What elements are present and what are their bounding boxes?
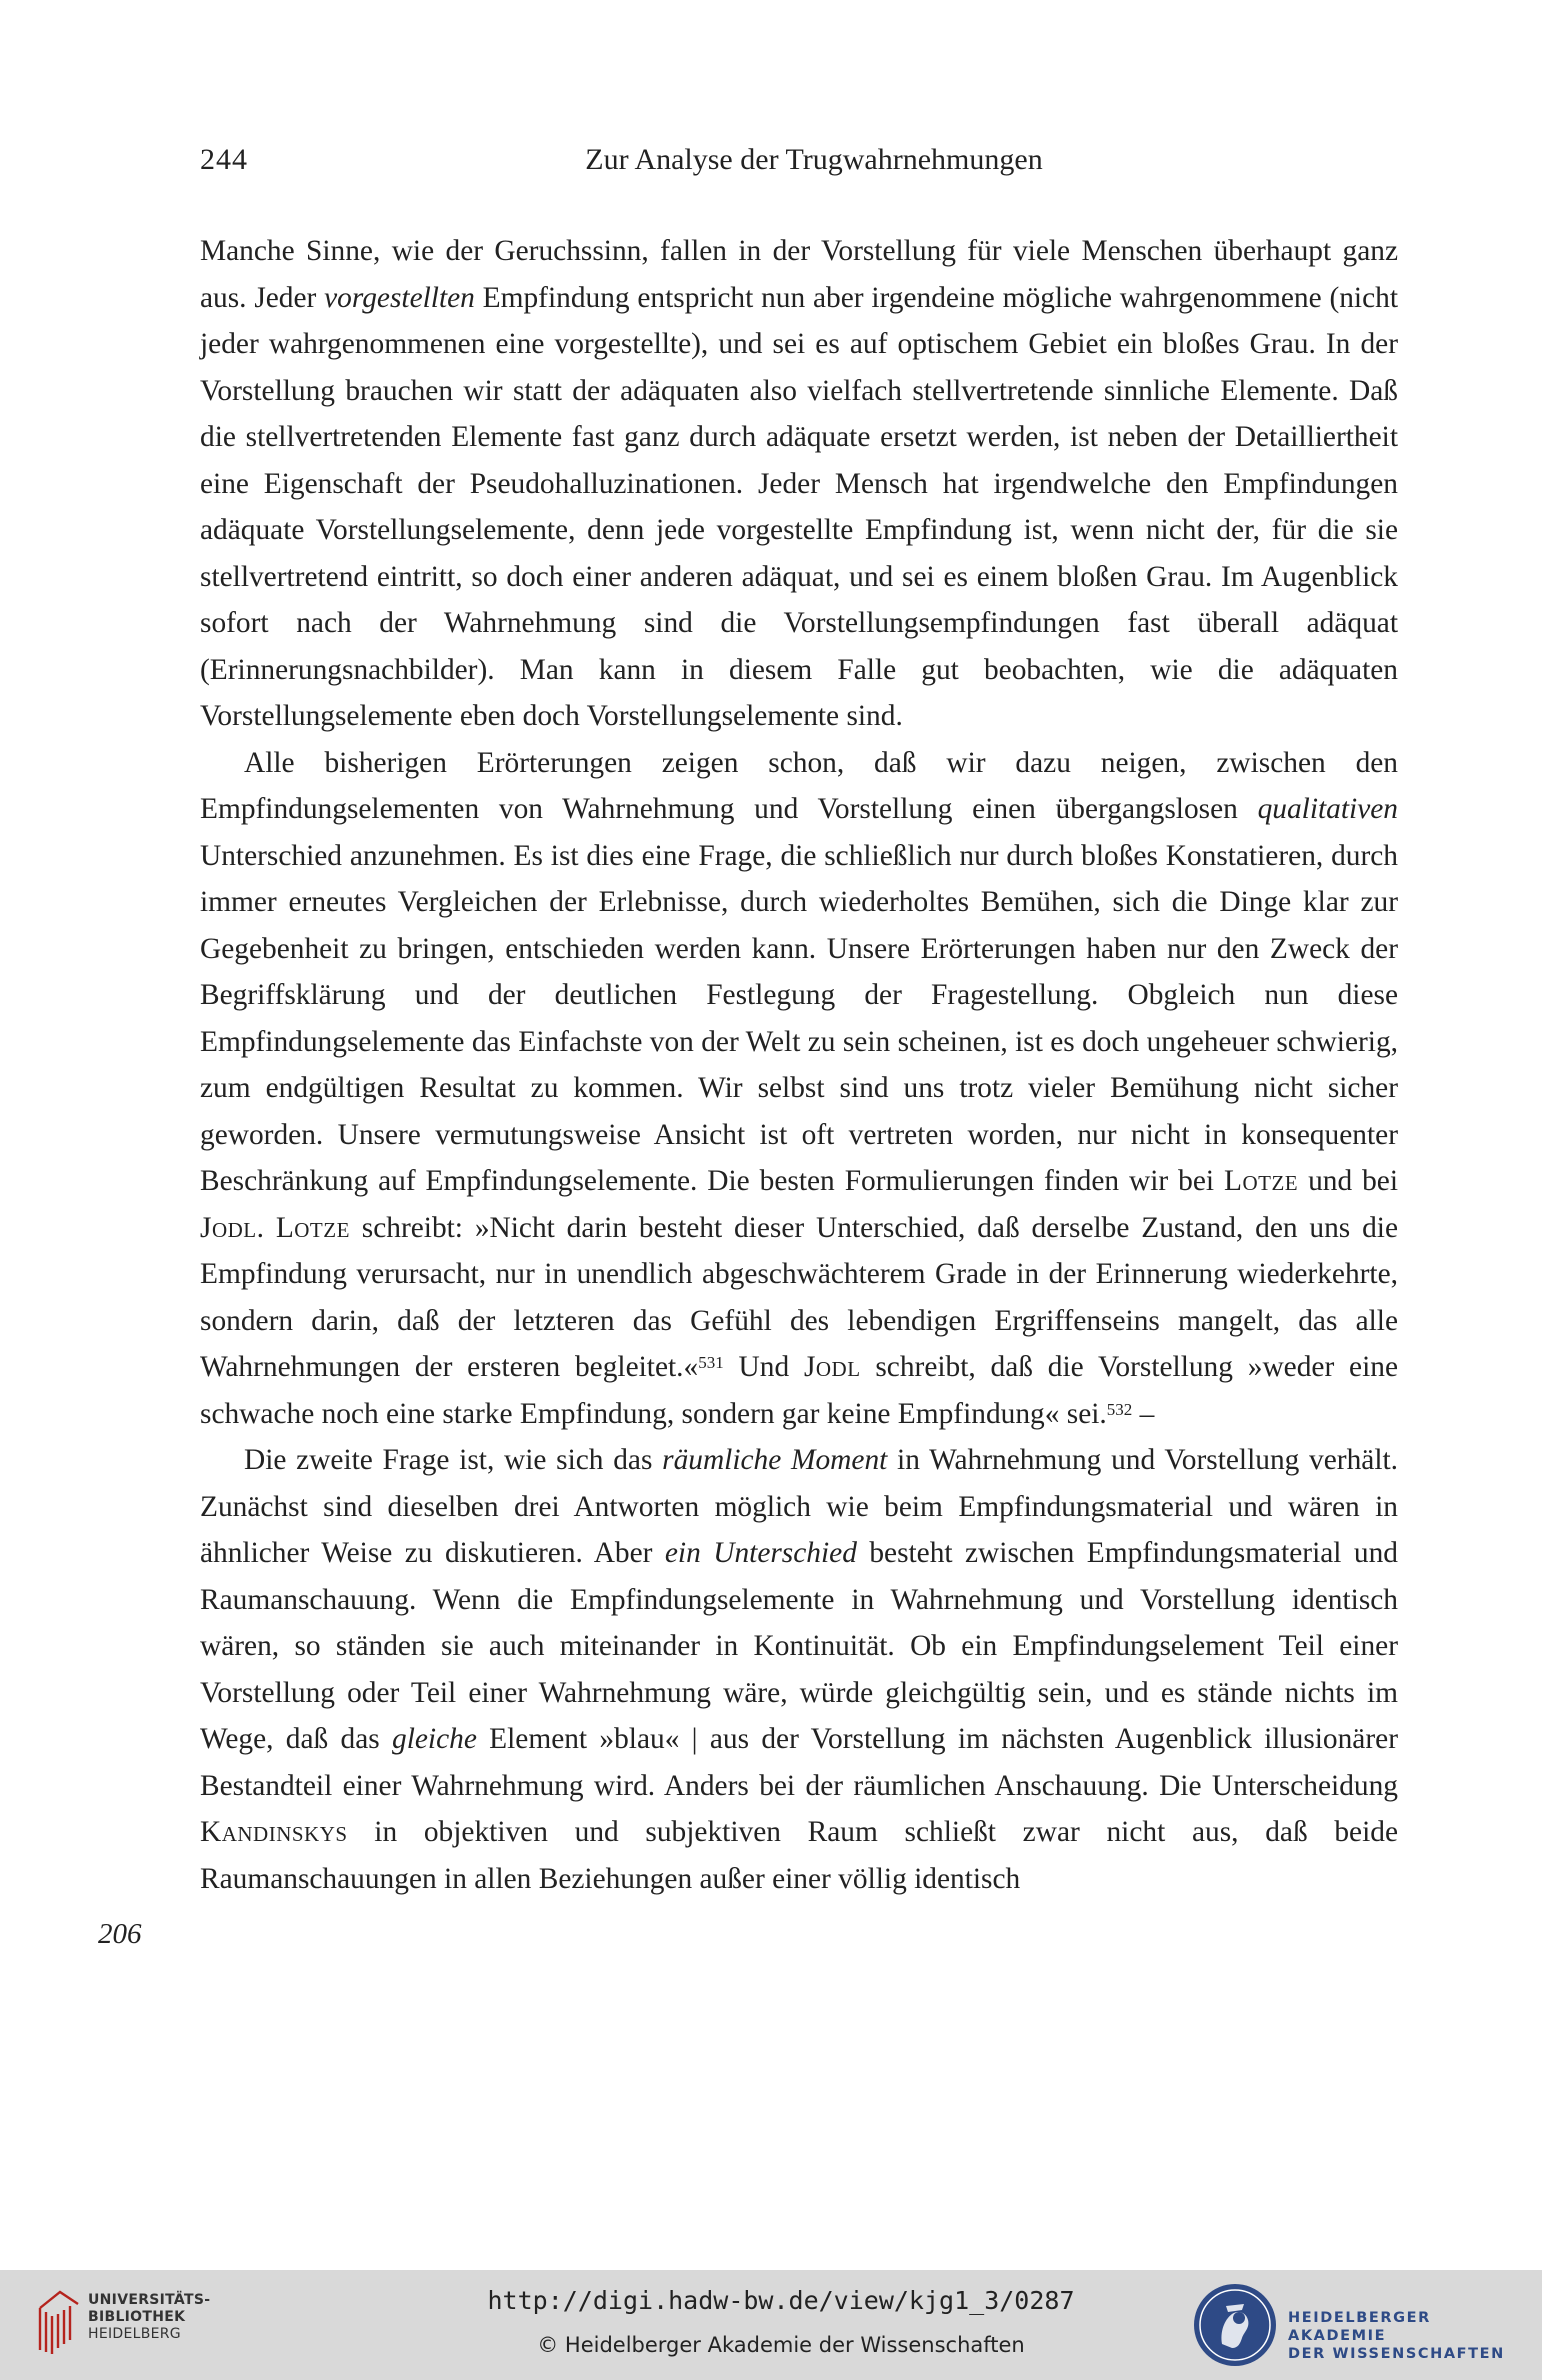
margin-page-reference: 206 bbox=[98, 1918, 142, 1950]
text-run: Alle bisherigen Erörterungen zeigen schon, daß wir dazu neigen, zwischen den Empfindungselementen von Wahrnehmung und Vorstellung einen übergangslosen bbox=[200, 746, 1398, 825]
library-logo-line-1: UNIVERSITÄTS- bbox=[88, 2292, 211, 2308]
page-header bbox=[200, 140, 1398, 180]
italic-emphasis: gleiche bbox=[392, 1723, 477, 1755]
academy-logo-line-1: HEIDELBERGER AKADEMIE bbox=[1288, 2310, 1431, 2344]
paragraph-3 bbox=[200, 1437, 1398, 1902]
page-number: 244 bbox=[200, 143, 248, 176]
text-run: Die zweite Frage ist, wie sich das bbox=[244, 1444, 663, 1476]
text-run: und bei bbox=[1298, 1165, 1399, 1197]
copyright-notice: © Heidelberger Akademie der Wissenschaften bbox=[537, 2333, 1025, 2357]
text-run: . bbox=[256, 1211, 276, 1244]
author-name: Jodl bbox=[803, 1351, 861, 1383]
paragraph-2 bbox=[200, 740, 1398, 1438]
text-run: besteht zwischen Empfindungsmaterial und Raumanschauung. Wenn die Empfindungselemente in Wahrnehmung und Vorstellung identisch wären, so ständen sie auch miteinander in Kontinuität. Ob ein Empfindungselement Teil einer Vorstellung oder Teil einer Wahrnehmung wäre, würde gleichgültig sein, und es stände nichts im Wege, daß das bbox=[200, 1537, 1398, 1755]
author-name: Lotze bbox=[1224, 1165, 1299, 1197]
italic-emphasis: vorgestellten bbox=[324, 281, 475, 314]
italic-emphasis: ein Unterschied bbox=[664, 1537, 857, 1569]
text-run: Unterschied anzunehmen. Es ist dies eine Frage, die schließlich nur durch bloßes Konstatieren, durch immer erneutes Vergleichen der Erlebnisse, durch wiederholtes Bemühen, sich die Dinge klar zur Gegebenheit zu bringen, entschieden werden kann. Unsere Erörterungen haben nur den Zweck der Begriffsklärung und der deutlichen Festlegung der Fragestellung. Obgleich nun diese Empfindungselemente das Einfachste von der Welt zu sein scheinen, ist es doch ungeheuer schwierig, zum endgültigen Resultat zu kommen. Wir selbst sind uns trotz vieler Bemühung nicht sicher geworden. Unsere vermutungsweise Ansicht ist oft vertreten worden, nur nicht in konsequenter Beschränkung auf Empfindungselemente. Die besten Formulierungen finden wir bei bbox=[200, 839, 1398, 1197]
body-text bbox=[200, 228, 1398, 1902]
academy-logo-text bbox=[1288, 2309, 1522, 2363]
footnote-marker: 532 bbox=[1106, 1399, 1133, 1419]
academy-seal-icon bbox=[1192, 2282, 1278, 2368]
text-run: Manche Sinne, wie der Geruchssinn, fallen in der Vorstellung für viele Menschen überhaupt ganz aus. Jeder bbox=[200, 235, 1398, 314]
footer-bar bbox=[0, 2270, 1542, 2380]
text-run: in Wahrnehmung und Vorstellung verhält. Zunächst sind dieselben drei Antworten möglich wie beim Empfindungsmaterial und wären in ähnlicher Weise zu diskutieren. Aber bbox=[200, 1444, 1399, 1569]
author-name: Lotze bbox=[275, 1211, 350, 1244]
text-run: schreibt, daß die Vorstellung »weder eine schwache noch eine starke Empfindung, sondern gar keine Empfindung« sei. bbox=[200, 1351, 1398, 1430]
running-head: Zur Analyse der Trugwahrnehmungen bbox=[585, 143, 1043, 176]
text-run: Element »blau« | aus der Vorstellung im nächsten Augenblick illusionärer Bestandteil einer Wahrnehmung wird. Anders bei der räumlichen Anschauung. Die Unterscheidung bbox=[200, 1723, 1398, 1802]
footnote-marker: 531 bbox=[698, 1353, 724, 1372]
text-run: Und bbox=[723, 1351, 804, 1383]
paragraph-1 bbox=[200, 228, 1398, 740]
italic-emphasis: räumliche Moment bbox=[662, 1444, 888, 1476]
library-logo-line-2: BIBLIOTHEK bbox=[88, 2309, 186, 2325]
academy-logo-line-2: DER WISSENSCHAFTEN bbox=[1288, 2346, 1505, 2362]
author-name: Jodl bbox=[200, 1211, 257, 1244]
text-run: – bbox=[1132, 1397, 1155, 1430]
author-name: Kandinskys bbox=[200, 1816, 348, 1848]
text-run: schreibt: »Nicht darin besteht dieser Unterschied, daß derselbe Zustand, den uns die Empfindung verursacht, nur in unendlich abgeschwächterem Grade in der Erinnerung wiederkehrte, sondern darin, daß der letzteren das Gefühl des lebendigen Ergriffenseins mangelt, das alle Wahrnehmungen der ersteren begleitet.« bbox=[200, 1211, 1398, 1383]
source-url-link[interactable]: http://digi.hadw-bw.de/view/kjg1_3/0287 bbox=[487, 2286, 1075, 2315]
library-logo-line-3: HEIDELBERG bbox=[88, 2326, 181, 2342]
academy-logo[interactable] bbox=[1192, 2282, 1522, 2368]
text-run: in objektiven und subjektiven Raum schließt zwar nicht aus, daß beide Raumanschauungen in allen Beziehungen außer einer völlig identisch bbox=[200, 1816, 1398, 1895]
italic-emphasis: qualitativen bbox=[1257, 793, 1398, 825]
text-run: Empfindung entspricht nun aber irgendeine mögliche wahrgenommene (nicht jeder wahrgenommenen eine vorgestellte), und sei es auf optischem Gebiet ein bloßes Grau. In der Vorstellung brauchen wir statt der adäquaten also vielfach stellvertretende sinnliche Elemente. Daß die stellvertretenden Elemente fast ganz durch adäquate ersetzt werden, ist neben der Detailliertheit eine Eigenschaft der Pseudohalluzinationen. Jeder Mensch hat irgendwelche den Empfindungen adäquate Vorstellungselemente, denn jede vorgestellte Empfindung ist, wenn nicht der, für die sie stellvertretend eintritt, so doch einer anderen adäquat, und sei es einem bloßen Grau. Im Augenblick sofort nach der Wahrnehmung sind die Vorstellungsempfindungen fast überall adäquat (Erinnerungsnachbilder). Man kann in diesem Falle gut beobachten, wie die adäquaten Vorstellungselemente eben doch Vorstellungselemente sind. bbox=[200, 281, 1399, 732]
